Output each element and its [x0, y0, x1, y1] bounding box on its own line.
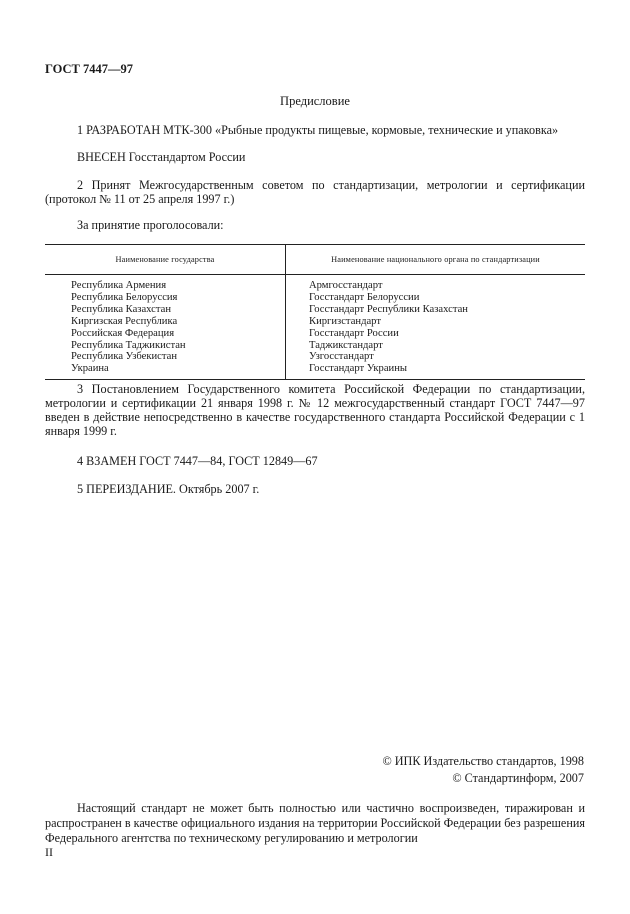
- header-national-body: Наименование национального органа по стандартизации: [286, 245, 586, 275]
- state-name: Киргизская Республика: [71, 315, 178, 327]
- state-name: Российская Федерация: [71, 327, 175, 339]
- state-name: Республика Казахстан: [71, 303, 172, 315]
- national-body: Госстандарт России: [309, 327, 399, 339]
- item-1-introduced: ВНЕСЕН Госстандартом России: [77, 150, 246, 164]
- item-2-line-1: 2 Принят Межгосударственным советом по стандартизации, метрологии и сертификации: [77, 178, 585, 192]
- state-name: Республика Армения: [71, 280, 167, 291]
- state-name: Республика Таджикистан: [71, 339, 186, 351]
- page-number: II: [45, 845, 53, 859]
- states-column: [45, 275, 286, 380]
- item-1-developed: 1 РАЗРАБОТАН МТК-300 «Рыбные продукты пищевые, кормовые, технические и упаковка»: [77, 123, 559, 137]
- item-2-line-2: (протокол № 11 от 25 апреля 1997 г.): [45, 192, 235, 206]
- voting-states-table: [45, 244, 585, 380]
- table-body-row: [45, 275, 585, 380]
- preface-title: Предисловие: [280, 94, 350, 108]
- national-body: Армгосстандарт: [309, 280, 383, 291]
- national-body: Узгосстандарт: [309, 351, 374, 363]
- state-name: Украина: [71, 363, 109, 375]
- copyright-line-2: © Стандартинформ, 2007: [452, 771, 584, 785]
- bodies-column: [286, 275, 586, 380]
- item-5: 5 ПЕРЕИЗДАНИЕ. Октябрь 2007 г.: [77, 482, 260, 496]
- national-body: Госстандарт Белоруссии: [309, 291, 420, 303]
- national-body: Киргизстандарт: [309, 315, 381, 327]
- voted-intro: За принятие проголосовали:: [77, 218, 224, 232]
- table-header-row: [45, 245, 585, 275]
- reproduction-notice: Настоящий стандарт не может быть полностью или частично воспроизведен, тиражирован и распространен в качестве официального издания на территории Российской Федерации без разрешения Федерального агентства по техническому регулированию и метрологии: [45, 801, 585, 845]
- national-body: Госстандарт Республики Казахстан: [309, 303, 468, 315]
- copyright-line-1: © ИПК Издательство стандартов, 1998: [382, 754, 584, 768]
- header-state-name: Наименование государства: [45, 245, 286, 275]
- national-body: Госстандарт Украины: [309, 363, 407, 375]
- state-name: Республика Белоруссия: [71, 291, 178, 303]
- state-name: Республика Узбекистан: [71, 351, 178, 363]
- copyright-block: [382, 753, 584, 787]
- item-3: 3 Постановлением Государственного комитета Российской Федерации по стандартизации, метрологии и сертификации 21 января 1998 г. № 12 межгосударственный стандарт ГОСТ 7447—97 введен в действие непосредственно в качестве государственного стандарта Российской Федерации с 1 января 1999 г.: [45, 382, 585, 438]
- national-body: Таджикстандарт: [309, 339, 383, 351]
- item-2: [45, 178, 585, 206]
- document-code: ГОСТ 7447—97: [45, 62, 134, 76]
- item-4: 4 ВЗАМЕН ГОСТ 7447—84, ГОСТ 12849—67: [77, 454, 318, 468]
